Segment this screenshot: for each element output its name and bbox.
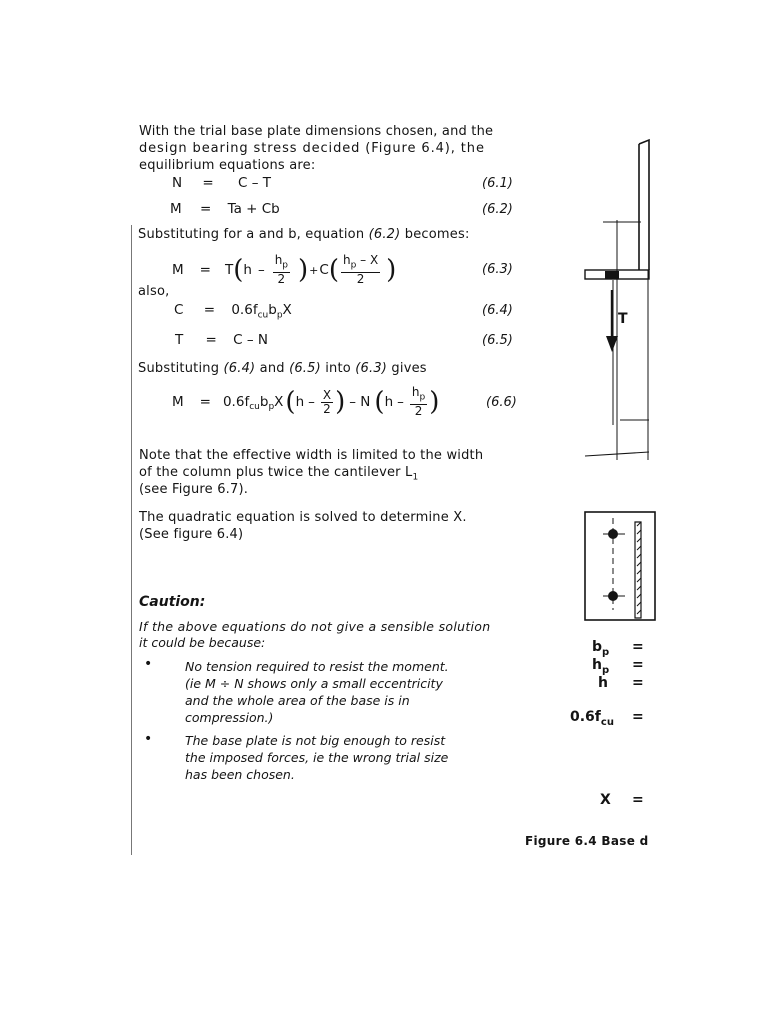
eq64-sub1: cu <box>257 310 269 321</box>
equation-6-5 <box>175 332 268 348</box>
caution-b2-line-3: has been chosen. <box>185 767 295 782</box>
eq66-frac2-den: 2 <box>414 404 423 419</box>
eq63-fraction-1 <box>273 254 290 286</box>
eq64-b: b <box>268 302 277 318</box>
subst1-post: becomes: <box>400 227 470 242</box>
sym-bp <box>592 639 609 658</box>
caution-b1-line-4: compression.) <box>185 710 274 725</box>
eq66-paren-close-2: ) <box>429 387 440 417</box>
sym-hp-eq: = <box>632 657 644 673</box>
eq66-frac1-den: 2 <box>323 401 331 416</box>
eq66-fraction-1 <box>321 389 333 416</box>
caution-b1-line-2: (ie M ÷ N shows only a small eccentricity <box>185 676 443 691</box>
eq63-number: (6.3) <box>482 262 513 277</box>
sym-fcu <box>570 709 614 728</box>
eq65-rhs: C – N <box>233 332 269 348</box>
caution-b2-line-2: the imposed forces, ie the wrong trial size <box>185 750 449 765</box>
eq62-lhs: M <box>170 201 182 217</box>
caution-b1-line-3: and the whole area of the base is in <box>185 693 410 708</box>
note-line-1: Note that the effective width is limited to the width <box>139 448 484 463</box>
eq64-sub2: p <box>276 310 283 321</box>
intro-line-2: design bearing stress decided (Figure 6.4), the <box>139 141 485 156</box>
equation-6-6 <box>172 384 439 420</box>
sym-fcu-eq: = <box>632 709 644 725</box>
sym-fcu-sub: cu <box>600 716 614 728</box>
eq66-paren-open-1: ( <box>285 387 296 417</box>
eq66-a: 0.6f <box>222 394 250 410</box>
eq63-frac1-num-sub: p <box>282 260 289 271</box>
sym-fcu-text: 0.6f <box>570 709 601 725</box>
eq63-h: h <box>243 262 252 278</box>
note-line-2-text: of the column plus twice the cantilever L <box>139 465 413 480</box>
eq63-frac2-num-b: – X <box>356 252 379 267</box>
caution-line-1: If the above equations do not give a sensible solution <box>139 619 491 634</box>
subst2-mid: and <box>255 361 290 376</box>
eq64-a: 0.6f <box>231 302 258 318</box>
eq63-c: C <box>319 262 329 278</box>
subst1-pre: Substituting for a and b, equation <box>138 227 369 242</box>
substituting-line-1 <box>138 226 470 243</box>
plan-view-outline <box>585 512 655 620</box>
eq66-sub2: p <box>268 402 275 412</box>
eq63-paren-close-1: ) <box>298 255 309 285</box>
subst2-ref2: (6.5) <box>289 361 321 376</box>
sym-x: X <box>600 792 611 808</box>
eq65-lhs: T <box>175 332 184 348</box>
figure-t-label: T <box>618 311 628 327</box>
subst2-ref3: (6.3) <box>355 361 388 376</box>
eq62-number: (6.2) <box>482 202 513 217</box>
quadratic-line-2: (See figure 6.4) <box>139 527 244 542</box>
eq63-paren-open-2: ( <box>328 255 339 285</box>
subst2-mid2: into <box>320 361 356 376</box>
sym-hp <box>592 657 609 676</box>
sym-bp-text: b <box>592 639 603 655</box>
sym-h-eq: = <box>632 675 644 691</box>
eq66-paren-open-2: ( <box>374 387 385 417</box>
plan-bolt-2 <box>608 591 618 601</box>
sym-x-eq: = <box>632 792 644 808</box>
eq66-sub1: cu <box>249 402 260 412</box>
eq64-op: = <box>203 302 216 318</box>
eq63-t: T <box>224 262 234 278</box>
eq63-op: = <box>199 262 211 278</box>
subst2-ref1: (6.4) <box>223 361 256 376</box>
subst1-ref: (6.2) <box>368 227 401 242</box>
left-margin-rule <box>131 225 132 855</box>
caution-b2-line-1: The base plate is not big enough to resist <box>185 733 446 748</box>
sym-hp-text: h <box>592 657 602 673</box>
eq64-c: X <box>282 302 292 318</box>
quadratic-line-1: The quadratic equation is solved to determine X. <box>139 510 467 525</box>
eq63-frac2-num-a: h <box>342 252 351 267</box>
caution-b1-line-1: No tension required to resist the moment. <box>185 659 449 674</box>
substituting-line-2 <box>138 360 427 377</box>
eq66-lhs: M <box>172 394 184 410</box>
intro-line-3: equilibrium equations are: <box>139 158 316 173</box>
eq63-paren-open-1: ( <box>233 255 244 285</box>
sym-bp-eq: = <box>632 639 644 655</box>
base-plate-figure <box>575 130 768 630</box>
eq62-op: = <box>199 201 212 217</box>
eq61-rhs: C – T <box>238 175 272 191</box>
eq66-number: (6.6) <box>486 395 517 410</box>
column-flange <box>639 140 649 270</box>
eq63-frac2-num-sub: p <box>350 260 357 271</box>
eq63-paren-close-2: ) <box>386 255 397 285</box>
sym-hp-sub: p <box>601 664 610 676</box>
note-line-2-sub: 1 <box>412 472 419 483</box>
eq66-frac2-num: h <box>411 384 420 399</box>
caution-bullet-1: • <box>144 656 153 672</box>
eq63-minus: – <box>257 262 265 278</box>
eq66-fraction-2 <box>410 386 427 418</box>
tension-arrow-head <box>606 336 618 352</box>
sym-h: h <box>598 675 608 691</box>
eq61-number: (6.1) <box>482 176 513 191</box>
equation-6-2 <box>170 201 280 217</box>
eq63-frac1-den: 2 <box>277 272 286 287</box>
caution-heading: Caution: <box>139 594 206 610</box>
subst2-pre: Substituting <box>138 361 224 376</box>
bolt-mark <box>605 271 619 279</box>
eq66-x: X <box>274 394 284 410</box>
eq61-op: = <box>202 175 214 191</box>
eq63-plus: + <box>309 263 319 277</box>
intro-line-1: With the trial base plate dimensions chosen, and the <box>139 124 494 139</box>
note-line-3: (see Figure 6.7). <box>139 482 249 497</box>
eq66-h2: h <box>384 394 394 410</box>
eq62-rhs: Ta + Cb <box>227 201 280 217</box>
eq65-number: (6.5) <box>482 333 513 348</box>
figure-caption: Figure 6.4 Base d <box>525 834 649 848</box>
eq66-op: = <box>199 394 211 410</box>
eq63-frac2-den: 2 <box>356 272 365 287</box>
eq66-minus: – <box>308 394 315 410</box>
caution-bullet-2: • <box>144 731 153 747</box>
eq66-minus3: – <box>397 394 404 410</box>
eq63-fraction-2 <box>341 254 380 286</box>
caution-line-2: it could be because: <box>139 635 266 650</box>
eq66-b: b <box>259 394 269 410</box>
eq64-number: (6.4) <box>482 303 513 318</box>
plan-bolt-1 <box>608 529 618 539</box>
eq65-op: = <box>205 332 217 348</box>
eq66-paren-close-1: ) <box>335 387 346 417</box>
eq63-lhs: M <box>172 262 184 278</box>
equation-6-3 <box>172 252 396 288</box>
subst2-post: gives <box>387 361 427 376</box>
eq66-h: h <box>295 394 305 410</box>
eq63-frac1-num: h <box>274 252 283 267</box>
eq64-lhs: C <box>174 302 184 318</box>
also-label: also, <box>138 284 170 299</box>
equation-6-1 <box>172 175 271 191</box>
eq66-frac2-num-sub: p <box>419 392 426 403</box>
eq66-frac1-num: X <box>322 387 332 402</box>
eq61-lhs: N <box>172 175 183 191</box>
eq66-minus2: – N <box>349 394 371 410</box>
sym-bp-sub: p <box>602 646 610 658</box>
equation-6-4 <box>174 302 292 321</box>
